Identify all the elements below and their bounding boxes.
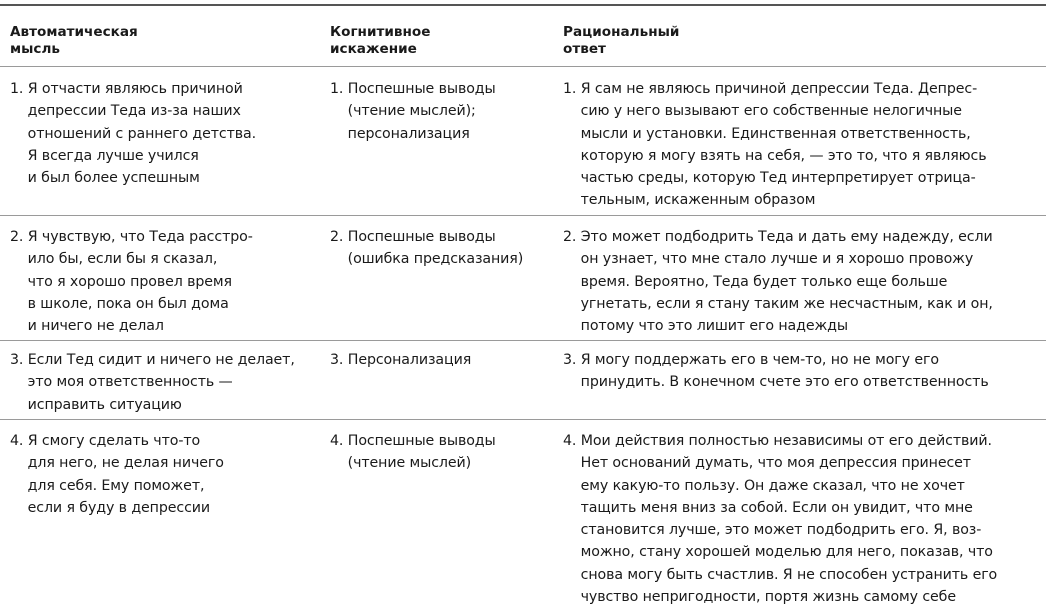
header-cognitive-distortion: Когнитивное искажение xyxy=(330,24,431,57)
row-divider xyxy=(0,340,1046,341)
row-4-response: 4. Мои действия полностью независимы от его действий. Нет оснований думать, что моя депрессия принесет ему какую-то пользу. Он даже сказал, что не хочет тащить меня вниз за собой. Если он увидит, что мне становится лучше, это может подбодрить его. Я, воз- можно, стану хорошей моделью для него, показав, что снова могу быть счастлив. Я не способен устранить его чувство непригодности, портя жизнь самому себе xyxy=(563,433,998,606)
table-top-rule xyxy=(0,4,1046,6)
row-divider xyxy=(0,215,1046,216)
row-3-distortion: 3. Персонализация xyxy=(330,352,472,368)
row-2-distortion: 2. Поспешные выводы (ошибка предсказания) xyxy=(330,229,524,268)
header-rational-response: Рациональный ответ xyxy=(563,24,680,57)
row-4-distortion: 4. Поспешные выводы (чтение мыслей) xyxy=(330,433,496,472)
row-3-response: 3. Я могу поддержать его в чем-то, но не могу его принудить. В конечном счете это его ответственность xyxy=(563,352,989,391)
row-1-distortion: 1. Поспешные выводы (чтение мыслей); персонализация xyxy=(330,81,496,142)
row-3-thought: 3. Если Тед сидит и ничего не делает, это моя ответственность — исправить ситуацию xyxy=(10,352,295,413)
row-1-thought: 1. Я отчасти являюсь причиной депрессии Теда из-за наших отношений с раннего детства. Я всегда лучше учился и был более успешным xyxy=(10,81,257,187)
row-1-response: 1. Я сам не являюсь причиной депрессии Теда. Депрес- сию у него вызывают его собственные нелогичные мысли и установки. Единственная ответственность, которую я могу взять на себя, — это то, что я являюсь частью среды, которую Тед интерпретирует отрица- тельным, искаженным образом xyxy=(563,81,987,209)
row-4-thought: 4. Я смогу сделать что-то для него, не делая ничего для себя. Ему поможет, если я буду в депрессии xyxy=(10,433,224,516)
header-automatic-thought: Автоматическая мысль xyxy=(10,24,138,57)
header-divider xyxy=(0,66,1046,67)
row-2-thought: 2. Я чувствую, что Теда расстро- ило бы, если бы я сказал, что я хорошо провел время в школе, пока он был дома и ничего не делал xyxy=(10,229,253,335)
row-divider xyxy=(0,419,1046,420)
row-2-response: 2. Это может подбодрить Теда и дать ему надежду, если он узнает, что мне стало лучше и я хорошо провожу время. Вероятно, Теда будет только еще больше угнетать, если я стану таким же несчастным, как и он, потому что это лишит его надежды xyxy=(563,229,993,335)
